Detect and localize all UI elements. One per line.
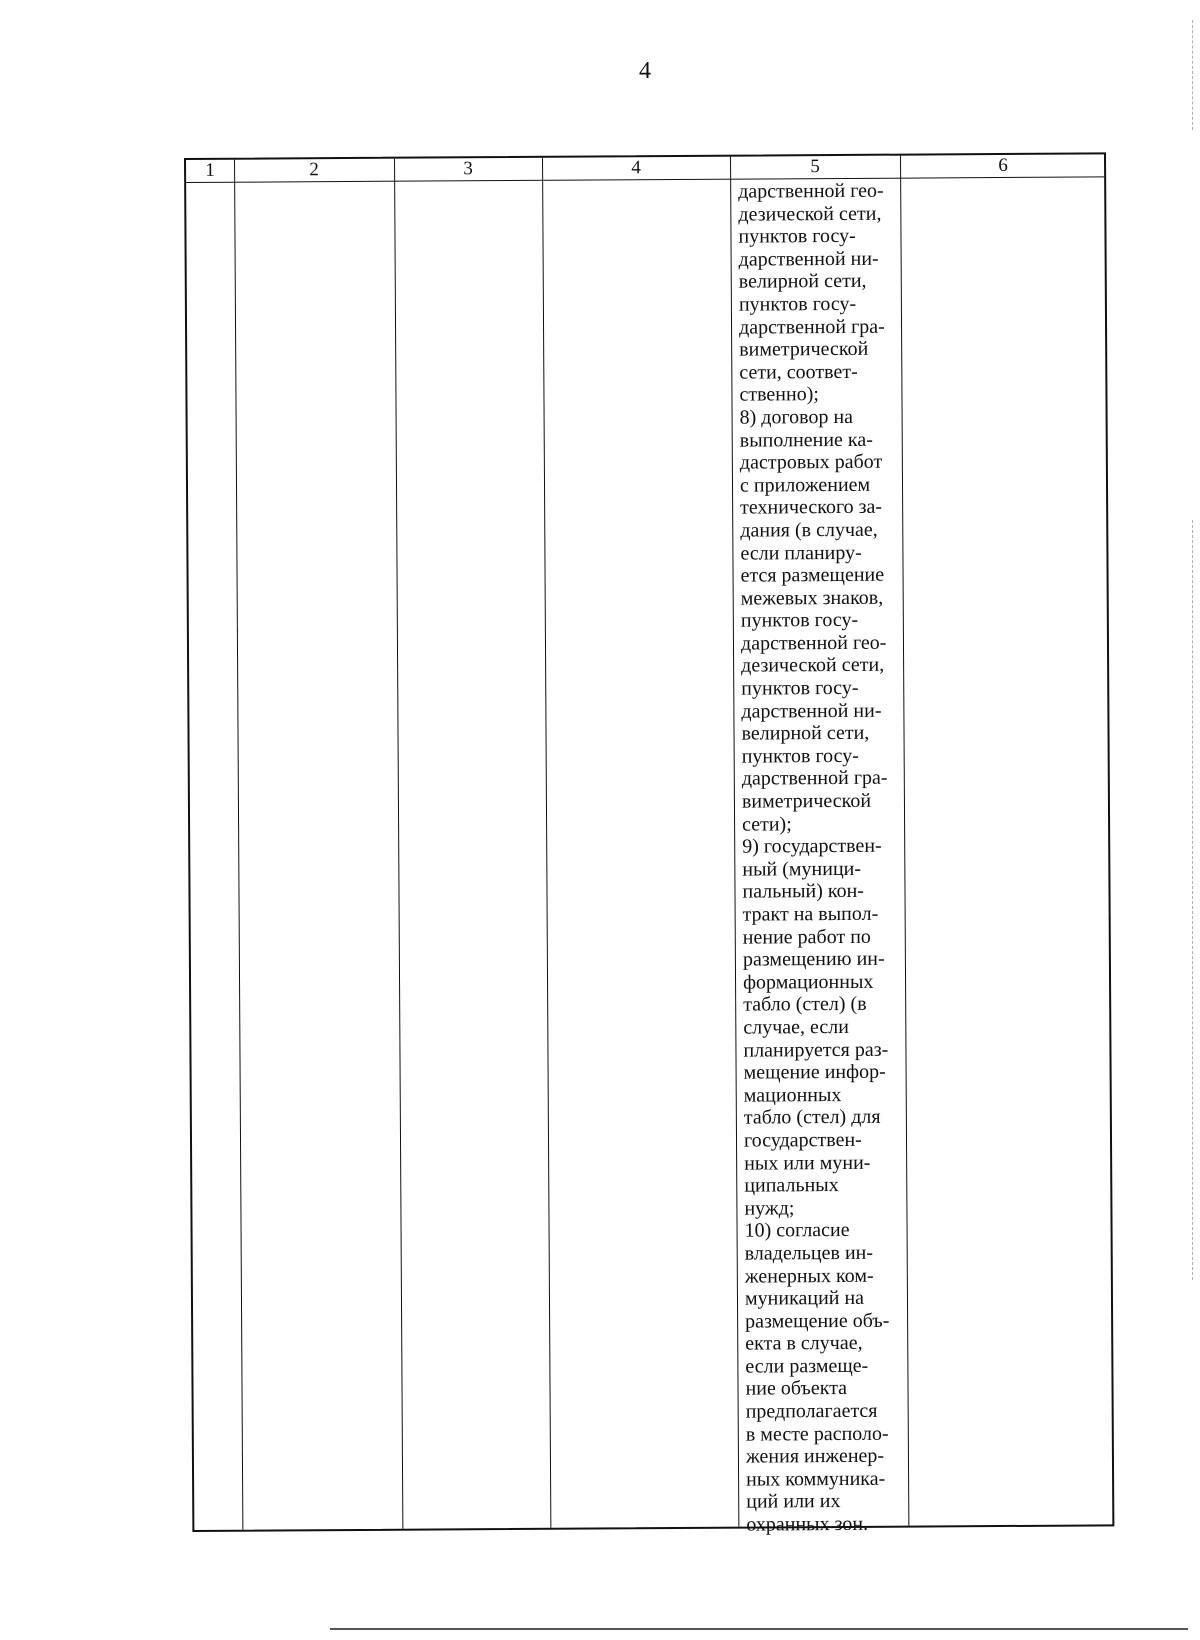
header-col-6: 6 xyxy=(998,154,1008,177)
header-col-5: 5 xyxy=(810,156,820,178)
scan-edge-mark xyxy=(1192,520,1193,1280)
header-col-4: 4 xyxy=(631,157,641,179)
header-col-1: 1 xyxy=(205,159,215,181)
scan-edge-mark xyxy=(1192,20,1193,130)
page-number: 4 xyxy=(639,58,651,84)
column-divider xyxy=(730,157,739,1527)
header-col-3: 3 xyxy=(463,158,473,180)
document-table xyxy=(184,152,1114,1536)
column-divider xyxy=(394,159,403,1529)
column-divider xyxy=(542,158,551,1528)
bottom-rule xyxy=(330,1628,1188,1630)
column-5-text: дарственной гео- дезической сети, пунктов госу- дарственной ни- велирной сети, пунктов госу- дарственной гра- виметрической сети, соответ- ственно); 8) договор на выполнение ка- дастровых работ с приложением технического за- дания (в случае, если планиру- ется размещение межевых знаков, пунктов госу- дарственной гео- дезической сети, пунктов госу- дарственной ни- велирной сети, пунктов госу- дарственной гра- виметрической сети); 9) государствен- ный (муници- пальный) кон- тракт на выпол- нение работ по размещению ин- формационных табло (стел) (в случае, если планируется раз- мещение инфор- мационных табло (стел) для государствен- ных или муни- ципальных нужд; 10) согласие владельцев ин- женерных ком- муникаций на размещение объ- екта в случае, если размеще- ние объекта предполагается в месте располо- жения инженер- ных коммуника- ций или их охранных зон. xyxy=(738,179,890,1536)
column-divider xyxy=(234,160,243,1530)
header-col-2: 2 xyxy=(309,159,319,181)
